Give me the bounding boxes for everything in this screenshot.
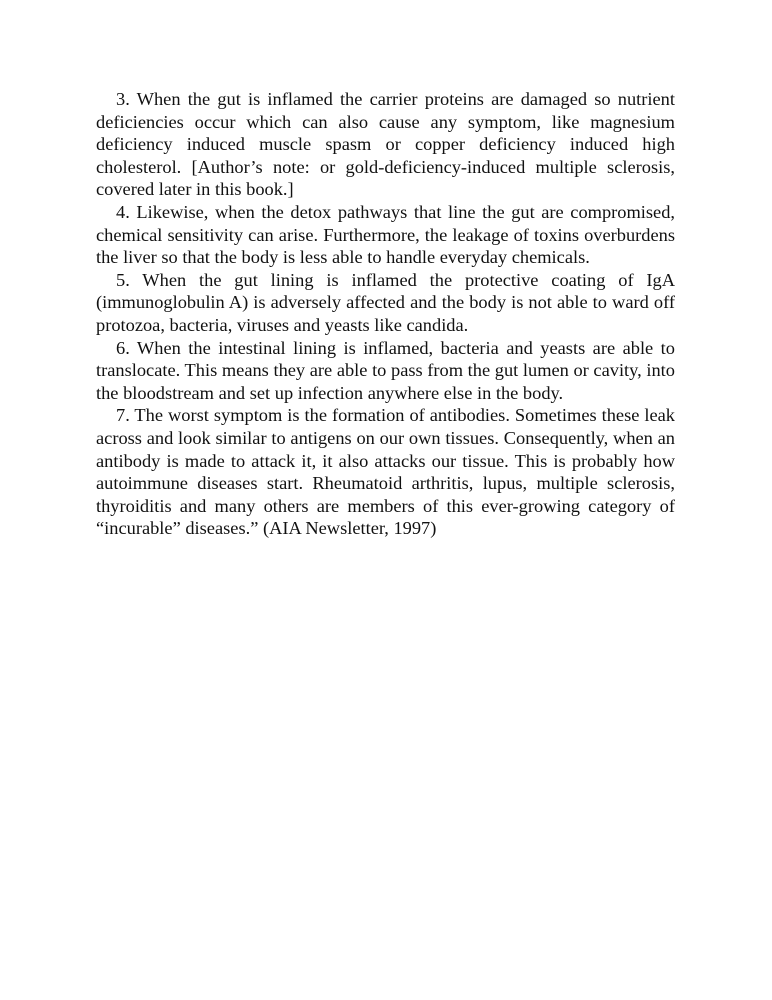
paragraph-point-3: 3. When the gut is inflamed the carrier proteins are damaged so nutrient deficiencies occur which can also cause any symptom, like magnesium deficiency induced muscle spasm or copper deficiency induced high cholesterol. [Author’s note: or gold-deficiency-induced multiple sclerosis, covered later in this book.] bbox=[96, 89, 675, 200]
document-page bbox=[96, 88, 675, 540]
paragraph-point-7: 7. The worst symptom is the formation of antibodies. Sometimes these leak across and look similar to antigens on our own tissues. Consequently, when an antibody is made to attack it, it also attacks our tissue. This is probably how autoimmune diseases start. Rheumatoid arthritis, lupus, multiple sclerosis, thyroiditis and many others are members of this ever-growing category of “incurable” diseases.” (AIA Newsletter, 1997) bbox=[96, 405, 675, 539]
paragraph-point-5: 5. When the gut lining is inflamed the protective coating of IgA (immunoglobulin A) is adversely affected and the body is not able to ward off protozoa, bacteria, viruses and yeasts like candida. bbox=[96, 269, 675, 335]
paragraph-point-6: 6. When the intestinal lining is inflamed, bacteria and yeasts are able to translocate. This means they are able to pass from the gut lumen or cavity, into the bloodstream and set up infection anywhere else in the body. bbox=[96, 337, 675, 403]
paragraph-point-4: 4. Likewise, when the detox pathways that line the gut are compromised, chemical sensitivity can arise. Furthermore, the leakage of toxins overburdens the liver so that the body is less able to handle everyday chemicals. bbox=[96, 201, 675, 268]
